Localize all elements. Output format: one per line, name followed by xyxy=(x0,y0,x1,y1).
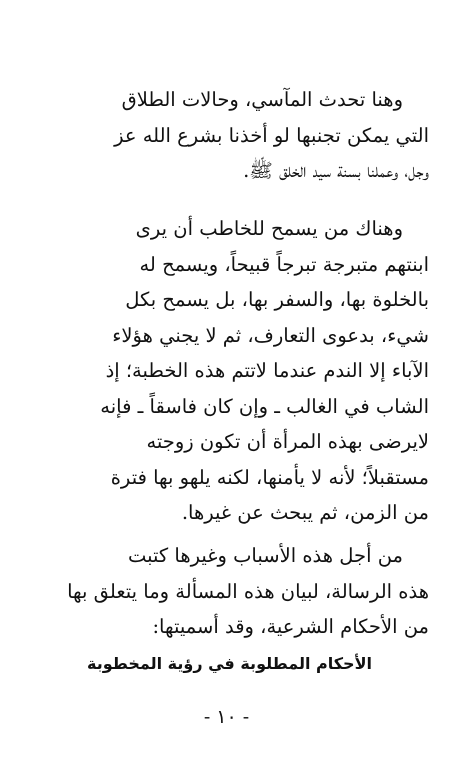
book-title-heading: الأحكام المطلوبة في رؤية المخطوبة xyxy=(87,654,372,673)
paragraph-marriage-tragedies xyxy=(30,82,429,189)
text-line: بالخلوة بها، والسفر بها، بل يسمح بكل xyxy=(125,288,429,311)
text-line: وهناك من يسمح للخاطب أن يرى xyxy=(135,217,403,240)
text-line: ابنتهم متبرجة تبرجاً قبيحاً، ويسمح له xyxy=(139,252,429,276)
text-line: التي يمكن تجنبها لو أخذنا بشرع الله عز xyxy=(114,123,429,147)
text-line: مستقبلاً؛ لأنه لا يأمنها، لكنه يلهو بها فترة xyxy=(110,465,429,489)
text-line: شيء، بدعوى التعارف، ثم لا يجني هؤلاء xyxy=(112,323,429,347)
text-line: وجل، وعملنا بسنة سيد الخلق ﷺ. xyxy=(243,159,429,182)
text-line: وهنا تحدث المآسي، وحالات الطلاق xyxy=(121,88,403,111)
paragraph-suitor-permissions xyxy=(30,211,429,531)
text-line: الآباء إلا الندم عندما لاتتم هذه الخطبة؛ إذ xyxy=(105,359,429,382)
text-line: من الزمن، ثم يبحث عن غيرها. xyxy=(181,501,429,524)
text-line: الشاب في الغالب ـ وإن كان فاسقاً ـ فإنه xyxy=(100,394,429,418)
text-line: هذه الرسالة، لبيان هذه المسألة وما يتعلق بها xyxy=(67,579,429,603)
page-number: - ١٠ - xyxy=(203,706,250,728)
text-line: من الأحكام الشرعية، وقد أسميتها: xyxy=(152,615,429,638)
text-line: من أجل هذه الأسباب وغيرها كتبت xyxy=(128,544,403,567)
paragraph-book-purpose xyxy=(30,538,429,645)
text-line: لايرضى بهذه المرأة أن تكون زوجته xyxy=(146,430,429,453)
